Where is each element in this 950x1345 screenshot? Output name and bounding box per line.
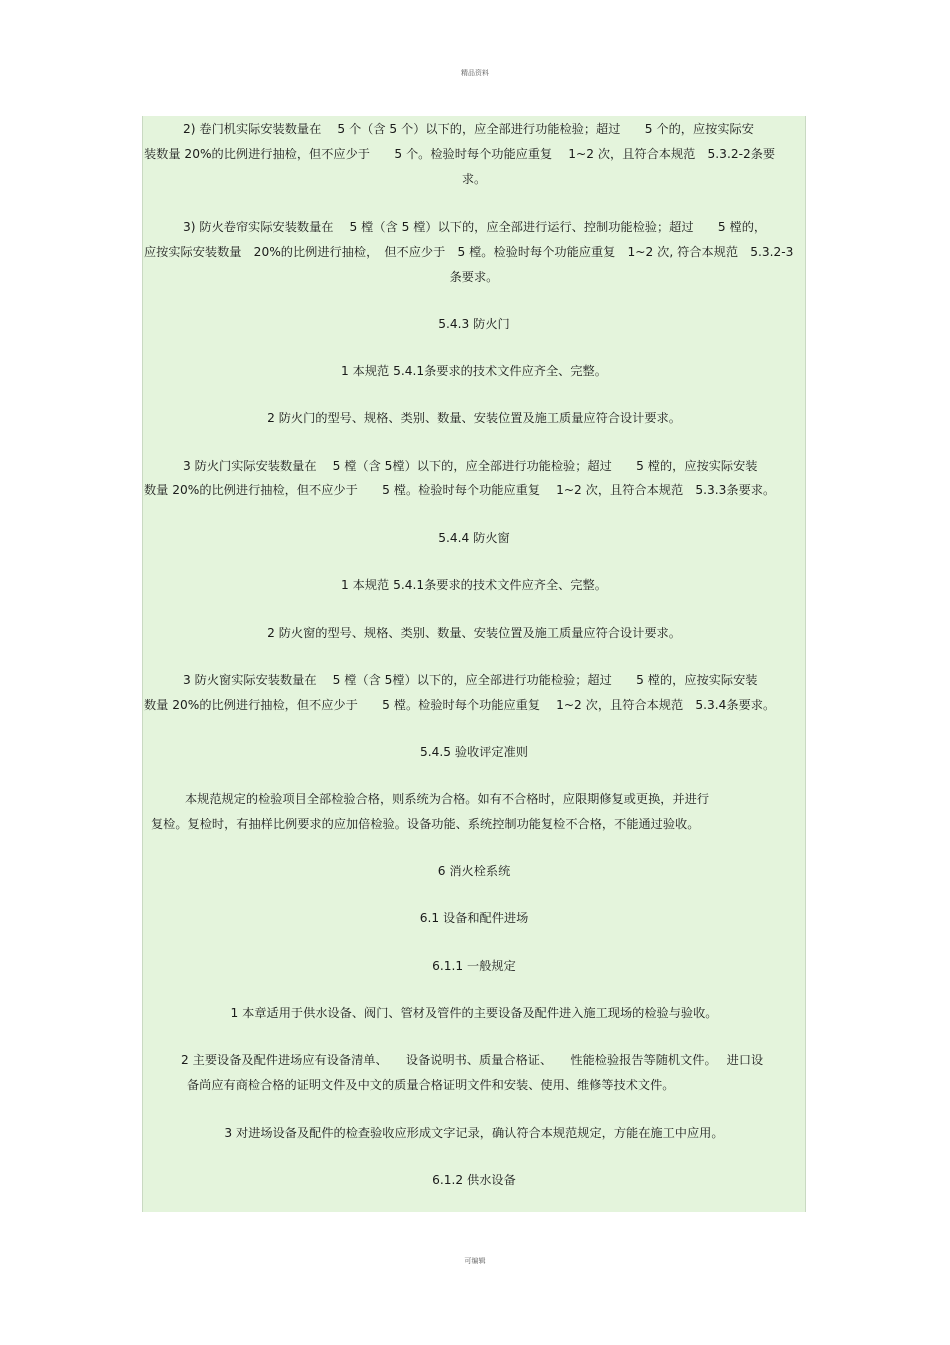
paragraph-line: 1 本规范 5.4.1条要求的技术文件应齐全、完整。: [341, 364, 607, 378]
paragraph-line: 备尚应有商检合格的证明文件及中文的质量合格证明文件和安装、使用、维修等技术文件。: [187, 1078, 675, 1092]
section-heading: 6.1.1 一般规定: [432, 959, 516, 973]
paragraph-line: 3) 防火卷帘实际安装数量在 5 樘（含 5 樘）以下的，应全部进行运行、控制功能检验；超过 5 樘的，: [183, 220, 767, 234]
page-header: 精品资料: [461, 69, 489, 77]
paragraph-line: 复检。复检时，有抽样比例要求的应加倍检验。设备功能、系统控制功能复检不合格，不能通过验收。: [151, 817, 700, 831]
paragraph-line: 条要求。: [449, 270, 499, 284]
paragraph-line: 数量 20%的比例进行抽检，但不应少于 5 樘。检验时每个功能应重复 1~2 次，且符合本规范 5.3.3条要求。: [144, 483, 776, 497]
chapter-heading: 6 消火栓系统: [437, 864, 511, 878]
paragraph-line: 3 对进场设备及配件的检查验收应形成文字记录，确认符合本规范规定，方能在施工中应用。: [224, 1126, 724, 1140]
paragraph-line: 装数量 20%的比例进行抽检，但不应少于 5 个。检验时每个功能应重复 1~2 次，且符合本规范 5.3.2-2条要: [144, 147, 776, 161]
paragraph-line: 1 本规范 5.4.1条要求的技术文件应齐全、完整。: [341, 578, 607, 592]
section-heading: 6.1 设备和配件进场: [419, 911, 529, 925]
paragraph-line: 数量 20%的比例进行抽检，但不应少于 5 樘。检验时每个功能应重复 1~2 次，且符合本规范 5.3.4条要求。: [144, 698, 776, 712]
section-heading: 5.4.5 验收评定准则: [419, 745, 528, 759]
paragraph-line: 1 本章适用于供水设备、阀门、管材及管件的主要设备及配件进入施工现场的检验与验收。: [230, 1006, 718, 1020]
section-heading: 6.1.2 供水设备: [432, 1173, 516, 1187]
paragraph-line: 2 主要设备及配件进场应有设备清单、 设备说明书、质量合格证、 性能检验报告等随机文件。 进口设: [181, 1053, 764, 1067]
paragraph-line: 3 防火窗实际安装数量在 5 樘（含 5樘）以下的，应全部进行功能检验；超过 5 樘的，应按实际安装: [183, 673, 758, 687]
page-footer: 可编辑: [464, 1257, 486, 1265]
paragraph-line: 2 防火窗的型号、规格、类别、数量、安装位置及施工质量应符合设计要求。: [267, 626, 681, 640]
paragraph-line: 求。: [461, 172, 487, 186]
paragraph-line: 2 防火门的型号、规格、类别、数量、安装位置及施工质量应符合设计要求。: [267, 411, 681, 425]
paragraph-line: 3 防火门实际安装数量在 5 樘（含 5樘）以下的，应全部进行功能检验；超过 5 樘的，应按实际安装: [183, 459, 758, 473]
section-heading: 5.4.3 防火门: [438, 317, 510, 331]
paragraph-line: 本规范规定的检验项目全部检验合格，则系统为合格。如有不合格时，应限期修复或更换，并进行: [185, 792, 710, 806]
paragraph-line: 2) 卷门机实际安装数量在 5 个（含 5 个）以下的，应全部进行功能检验；超过 5 个的，应按实际安: [183, 122, 754, 136]
paragraph-line: 应按实际安装数量 20%的比例进行抽检， 但不应少于 5 樘。检验时每个功能应重复 1~2 次, 符合本规范 5.3.2-3: [144, 245, 794, 259]
section-heading: 5.4.4 防火窗: [438, 531, 510, 545]
